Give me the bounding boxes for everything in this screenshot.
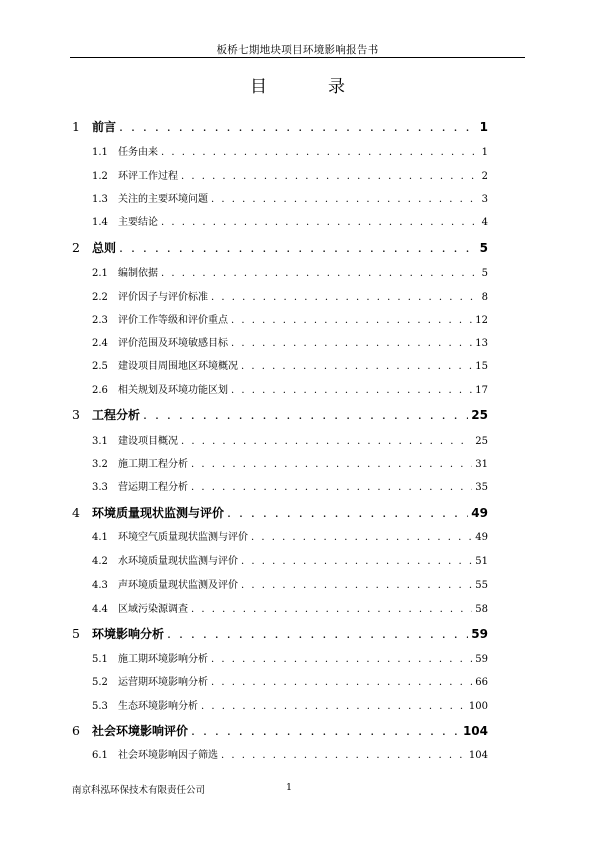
toc-entry-title: 区域污染源调查	[118, 604, 188, 615]
toc-entry-title: 总则	[92, 241, 117, 255]
toc-entry-number: 3	[72, 407, 80, 422]
toc-section-entry[interactable]	[72, 311, 488, 326]
toc-chapter-entry[interactable]	[72, 625, 488, 642]
toc-entry-title: 关注的主要环境问题	[118, 194, 208, 205]
toc-entry-number: 2.4	[92, 338, 108, 349]
toc-dot-leader	[119, 119, 477, 134]
toc-chapter-entry[interactable]	[72, 406, 488, 423]
toc-entry-page: 5	[481, 268, 488, 279]
toc-entry-number: 1.1	[92, 147, 108, 158]
toc-entry-page: 4	[481, 217, 488, 228]
toc-entry-page: 59	[475, 654, 488, 665]
toc-entry-number: 6.1	[92, 750, 108, 761]
toc-dot-leader	[231, 315, 472, 326]
toc-entry-title: 评价范围及环境敏感目标	[118, 338, 228, 349]
toc-entry-page: 1	[479, 120, 488, 134]
toc-dot-leader	[211, 654, 472, 665]
toc-section-entry[interactable]	[72, 528, 488, 543]
toc-chapter-entry[interactable]	[72, 722, 488, 739]
toc-section-entry[interactable]	[72, 264, 488, 279]
toc-section-entry[interactable]	[72, 552, 488, 567]
toc-entry-number: 3.1	[92, 436, 108, 447]
toc-entry-page: 55	[475, 580, 488, 591]
toc-entry-title: 环评工作过程	[118, 171, 178, 182]
toc-entry-page: 104	[462, 724, 488, 738]
toc-entry-page: 58	[475, 604, 488, 615]
toc-entry-number: 2.2	[92, 292, 108, 303]
toc-entry-number: 1.4	[92, 217, 108, 228]
toc-entry-page: 17	[475, 385, 488, 396]
toc-entry-title: 施工期环境影响分析	[118, 654, 208, 665]
toc-entry-number: 4.1	[92, 532, 108, 543]
toc-dot-leader	[191, 482, 472, 493]
toc-entry-title: 编制依据	[118, 268, 158, 279]
toc-dot-leader	[241, 361, 472, 372]
toc-section-entry[interactable]	[72, 381, 488, 396]
toc-dot-leader	[143, 407, 468, 422]
toc-section-entry[interactable]	[72, 167, 488, 182]
toc-entry-number: 2.5	[92, 361, 108, 372]
toc-dot-leader	[251, 532, 472, 543]
toc-entry-title: 环境空气质量现状监测与评价	[118, 532, 248, 543]
toc-dot-leader	[167, 626, 468, 641]
toc-entry-title: 运营期环境影响分析	[118, 677, 208, 688]
toc-entry-number: 6	[72, 723, 80, 738]
footer-company: 南京科泓环保技术有限责任公司	[72, 785, 206, 796]
toc-entry-title: 施工期工程分析	[118, 459, 188, 470]
toc-entry-number: 1.3	[92, 194, 108, 205]
toc-section-entry[interactable]	[72, 650, 488, 665]
toc-section-entry[interactable]	[72, 600, 488, 615]
toc-entry-page: 51	[475, 556, 488, 567]
toc-section-entry[interactable]	[72, 213, 488, 228]
toc-entry-number: 2.3	[92, 315, 108, 326]
toc-dot-leader	[227, 505, 468, 520]
toc-entry-title: 营运期工程分析	[118, 482, 188, 493]
toc-dot-leader	[241, 556, 472, 567]
toc-entry-page: 13	[475, 338, 488, 349]
toc-chapter-entry[interactable]	[72, 239, 488, 256]
toc-entry-number: 2	[72, 240, 80, 255]
toc-section-entry[interactable]	[72, 334, 488, 349]
toc-entry-title: 评价工作等级和评价重点	[118, 315, 228, 326]
toc-entry-number: 3.3	[92, 482, 108, 493]
toc-section-entry[interactable]	[72, 576, 488, 591]
toc-entry-title: 水环境质量现状监测与评价	[118, 556, 238, 567]
toc-dot-leader	[119, 240, 477, 255]
toc-section-entry[interactable]	[72, 190, 488, 205]
toc-dot-leader	[231, 385, 472, 396]
toc-entry-page: 8	[481, 292, 488, 303]
toc-entry-page: 12	[475, 315, 488, 326]
toc-dot-leader	[221, 750, 466, 761]
toc-entry-title: 前言	[92, 120, 117, 134]
toc-section-entry[interactable]	[72, 746, 488, 761]
toc-dot-leader	[191, 604, 472, 615]
toc-chapter-entry[interactable]	[72, 504, 488, 521]
toc-section-entry[interactable]	[72, 432, 488, 447]
toc-chapter-entry[interactable]	[72, 118, 488, 135]
toc-entry-title: 评价因子与评价标准	[118, 292, 208, 303]
toc-entry-title: 生态环境影响分析	[118, 701, 198, 712]
toc-dot-leader	[181, 171, 479, 182]
toc-entry-number: 5.3	[92, 701, 108, 712]
toc-dot-leader	[211, 677, 472, 688]
toc-entry-number: 1.2	[92, 171, 108, 182]
toc-entry-page: 100	[468, 701, 488, 712]
toc-section-entry[interactable]	[72, 455, 488, 470]
toc-entry-page: 3	[481, 194, 488, 205]
toc-entry-title: 工程分析	[92, 408, 141, 422]
toc-entry-page: 1	[481, 147, 488, 158]
running-header: 板桥七期地块项目环境影响报告书	[216, 44, 379, 56]
toc-entry-number: 4	[72, 505, 80, 520]
toc-entry-page: 5	[479, 241, 488, 255]
toc-dot-leader	[211, 292, 479, 303]
toc-entry-title: 建设项目周围地区环境概况	[118, 361, 238, 372]
toc-section-entry[interactable]	[72, 673, 488, 688]
toc-entry-number: 4.2	[92, 556, 108, 567]
toc-entry-number: 5	[72, 626, 80, 641]
toc-section-entry[interactable]	[72, 697, 488, 712]
toc-section-entry[interactable]	[72, 357, 488, 372]
toc-entry-title: 相关规划及环境功能区划	[118, 385, 228, 396]
toc-entry-page: 31	[475, 459, 488, 470]
toc-entry-number: 5.1	[92, 654, 108, 665]
toc-entry-title: 社会环境影响因子筛选	[118, 750, 218, 761]
toc-entry-page: 66	[475, 677, 488, 688]
toc-entry-number: 3.2	[92, 459, 108, 470]
toc-entry-number: 1	[72, 119, 80, 134]
toc-entry-title: 任务由来	[118, 147, 158, 158]
toc-title: 目 录	[250, 77, 367, 97]
toc-entry-title: 建设项目概况	[118, 436, 178, 447]
toc-dot-leader	[181, 436, 472, 447]
toc-section-entry[interactable]	[72, 288, 488, 303]
toc-dot-leader	[161, 147, 479, 158]
header-rule	[70, 57, 525, 58]
toc-entry-page: 15	[475, 361, 488, 372]
toc-entry-number: 4.4	[92, 604, 108, 615]
toc-entry-page: 59	[471, 627, 488, 641]
toc-section-entry[interactable]	[72, 143, 488, 158]
toc-entry-number: 4.3	[92, 580, 108, 591]
toc-dot-leader	[191, 459, 472, 470]
footer-page-number: 1	[286, 782, 293, 793]
toc-entry-page: 2	[481, 171, 488, 182]
toc-entry-page: 35	[475, 482, 488, 493]
toc-dot-leader	[201, 701, 466, 712]
toc-entry-title: 社会环境影响评价	[92, 724, 189, 738]
toc-dot-leader	[211, 194, 479, 205]
toc-entry-page: 104	[468, 750, 488, 761]
toc-entry-title: 环境质量现状监测与评价	[92, 506, 225, 520]
toc-entry-page: 49	[475, 532, 488, 543]
toc-dot-leader	[161, 217, 479, 228]
toc-dot-leader	[161, 268, 479, 279]
toc-entry-number: 2.1	[92, 268, 108, 279]
toc-entry-title: 主要结论	[118, 217, 158, 228]
toc-entry-page: 25	[471, 408, 488, 422]
toc-dot-leader	[241, 580, 472, 591]
toc-entry-number: 2.6	[92, 385, 108, 396]
toc-entry-title: 声环境质量现状监测及评价	[118, 580, 238, 591]
toc-entry-title: 环境影响分析	[92, 627, 165, 641]
toc-entry-page: 25	[475, 436, 488, 447]
toc-dot-leader	[231, 338, 472, 349]
toc-dot-leader	[191, 723, 460, 738]
toc-section-entry[interactable]	[72, 478, 488, 493]
toc-entry-number: 5.2	[92, 677, 108, 688]
toc-entry-page: 49	[471, 506, 488, 520]
